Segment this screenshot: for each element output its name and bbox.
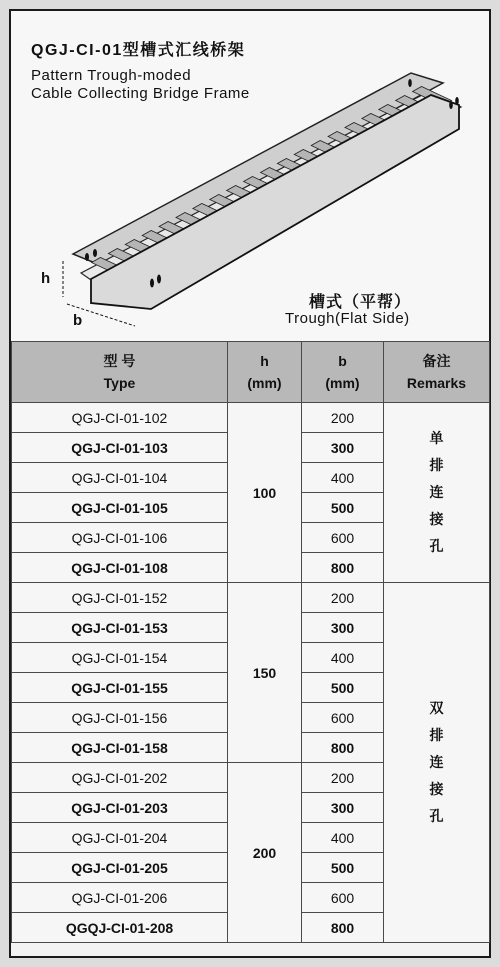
figure-caption-en: Trough(Flat Side) (285, 310, 410, 327)
b-cell: 300 (302, 793, 384, 823)
b-cell: 600 (302, 703, 384, 733)
figure-subtitle-line1: Pattern Trough-moded (31, 67, 192, 84)
table-row (12, 403, 490, 433)
b-cell: 800 (302, 553, 384, 583)
type-cell: QGJ-CI-01-203 (12, 793, 228, 823)
type-cell: QGJ-CI-01-154 (12, 643, 228, 673)
type-cell: QGJ-CI-01-105 (12, 493, 228, 523)
b-cell: 600 (302, 883, 384, 913)
table-row (12, 583, 490, 613)
h-cell: 150 (228, 583, 302, 763)
header-remarks (384, 342, 490, 403)
spec-table (11, 341, 490, 943)
header-remarks-en: Remarks (406, 375, 467, 391)
b-cell: 800 (302, 913, 384, 943)
b-cell: 300 (302, 433, 384, 463)
header-h (228, 342, 302, 403)
header-h-unit: (mm) (247, 375, 282, 391)
remark-text: 单排连接孔 (429, 430, 444, 554)
b-cell: 400 (302, 643, 384, 673)
b-cell: 600 (302, 523, 384, 553)
b-cell: 300 (302, 613, 384, 643)
type-cell: QGJ-CI-01-204 (12, 823, 228, 853)
type-cell: QGJ-CI-01-158 (12, 733, 228, 763)
b-cell: 500 (302, 673, 384, 703)
header-remarks-cn: 备注 (422, 353, 451, 369)
header-type (12, 342, 228, 403)
b-cell: 200 (302, 583, 384, 613)
type-cell: QGJ-CI-01-108 (12, 553, 228, 583)
header-b-label: b (338, 353, 347, 369)
h-cell: 100 (228, 403, 302, 583)
type-cell: QGJ-CI-01-106 (12, 523, 228, 553)
b-cell: 200 (302, 403, 384, 433)
header-type-en: Type (103, 375, 136, 391)
type-cell: QGJ-CI-01-156 (12, 703, 228, 733)
figure-subtitle-line2: Cable Collecting Bridge Frame (31, 85, 250, 102)
figure-title: QGJ-CI-01型槽式汇线桥架 (31, 42, 246, 59)
b-cell: 400 (302, 823, 384, 853)
dimension-b-label: b (73, 312, 83, 329)
b-cell: 500 (302, 493, 384, 523)
type-cell: QGJ-CI-01-152 (12, 583, 228, 613)
type-cell: QGJ-CI-01-102 (12, 403, 228, 433)
cable-trough-illustration (11, 11, 489, 341)
remark-cell (384, 583, 490, 943)
type-cell: QGJ-CI-01-104 (12, 463, 228, 493)
header-b (302, 342, 384, 403)
h-cell: 200 (228, 763, 302, 943)
table-header-row (12, 342, 490, 403)
b-cell: 800 (302, 733, 384, 763)
spec-sheet (9, 9, 491, 958)
b-cell: 200 (302, 763, 384, 793)
header-b-unit: (mm) (325, 375, 360, 391)
remark-text: 双排连接孔 (429, 700, 444, 824)
header-type-cn: 型 号 (103, 353, 136, 369)
type-cell: QGJ-CI-01-205 (12, 853, 228, 883)
type-cell: QGJ-CI-01-103 (12, 433, 228, 463)
remark-cell (384, 403, 490, 583)
b-cell: 500 (302, 853, 384, 883)
header-h-label: h (260, 353, 269, 369)
type-cell: QGJ-CI-01-155 (12, 673, 228, 703)
b-cell: 400 (302, 463, 384, 493)
type-cell: QGJ-CI-01-153 (12, 613, 228, 643)
figure-caption-cn: 槽式（平帮） (309, 294, 412, 311)
type-cell: QGJ-CI-01-206 (12, 883, 228, 913)
type-cell: QGJ-CI-01-202 (12, 763, 228, 793)
type-cell: QGQJ-CI-01-208 (12, 913, 228, 943)
product-figure (11, 11, 489, 343)
dimension-h-label: h (41, 270, 51, 287)
